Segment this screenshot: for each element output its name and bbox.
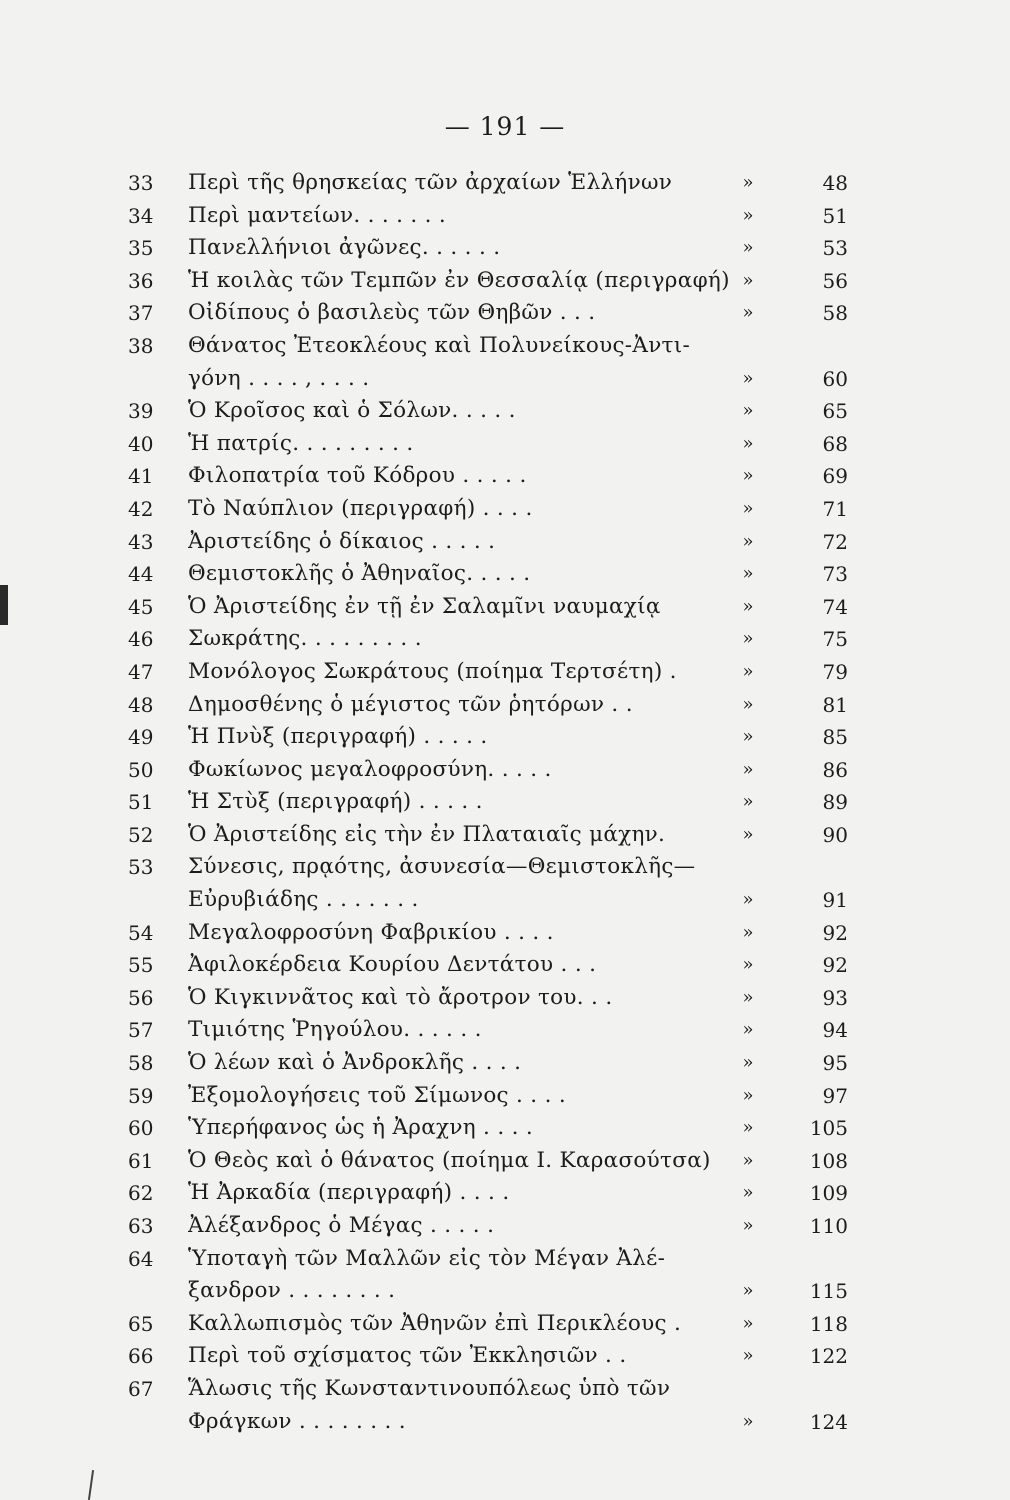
ditto-mark: »	[742, 1215, 754, 1236]
toc-entry	[128, 1047, 858, 1080]
entry-title-line: Ὁ Κιγκιννᾶτος καὶ τὸ ἄροτρον του. . .	[188, 984, 613, 1010]
entry-page-number: 94	[822, 1018, 848, 1043]
entry-title	[188, 721, 733, 754]
entry-title	[188, 1243, 733, 1308]
entry-title	[188, 330, 733, 395]
entry-title	[188, 1340, 733, 1373]
toc-entry	[128, 526, 858, 559]
entry-page-number: 91	[822, 888, 848, 913]
entry-title-line: Εὐρυβιάδης . . . . . . .	[188, 887, 419, 913]
table-of-contents	[128, 167, 858, 1438]
ditto-mark: »	[742, 921, 754, 943]
ditto-mark: »	[742, 1149, 754, 1171]
toc-entry	[128, 558, 858, 591]
ditto-mark: »	[742, 367, 754, 389]
ditto-mark: »	[742, 563, 754, 585]
ditto-mark: »	[742, 237, 754, 259]
entry-page-number: 109	[809, 1181, 848, 1206]
toc-entry	[128, 623, 858, 656]
entry-page-number: 97	[822, 1083, 848, 1108]
toc-entry	[128, 1014, 858, 1047]
entry-number: 33	[128, 171, 154, 195]
toc-entry	[128, 200, 858, 233]
entry-title-line: Ἅλωσις τῆς Κωνσταντινουπόλεως ὑπὸ τῶν	[188, 1375, 671, 1401]
entry-page-number: 95	[822, 1051, 848, 1076]
ditto-mark: »	[742, 1019, 754, 1041]
entry-page-number: 51	[822, 203, 848, 228]
entry-title	[188, 200, 733, 233]
entry-page-number: 69	[822, 464, 848, 489]
entry-title	[188, 754, 733, 787]
entry-title-line: Φράγκων . . . . . . . .	[188, 1408, 406, 1434]
entry-title-line: Θεμιστοκλῆς ὁ Ἀθηναῖος. . . . .	[188, 561, 531, 587]
entry-number: 49	[128, 725, 154, 750]
toc-entry	[128, 167, 858, 200]
entry-title-line: Ἀλέξανδρος ὁ Μέγας . . . . .	[188, 1213, 495, 1238]
ditto-mark: »	[742, 1410, 754, 1432]
entry-number: 65	[128, 1311, 154, 1336]
toc-entry	[128, 1340, 858, 1373]
entry-number: 53	[128, 855, 154, 880]
ditto-mark: »	[742, 204, 754, 226]
entry-title-line: Πανελλήνιοι ἀγῶνες. . . . . .	[188, 235, 501, 261]
toc-entry	[128, 1243, 858, 1308]
entry-title-line: Ὁ Κροῖσος καὶ ὁ Σόλων. . . . .	[188, 398, 516, 424]
entry-page-number: 90	[822, 822, 848, 847]
entry-number: 43	[128, 529, 154, 554]
page-number: — 191 —	[444, 112, 566, 141]
entry-title-line: Ὁ Ἀριστείδης ἐν τῇ ἐν Σαλαμῖνι ναυμαχίᾳ	[188, 593, 661, 619]
entry-title	[188, 395, 733, 428]
entry-number: 41	[128, 464, 154, 489]
entry-title-line: Ὁ λέων καὶ ὁ Ἀνδροκλῆς . . . .	[188, 1050, 522, 1076]
toc-entry	[128, 265, 858, 298]
entry-title	[188, 1047, 733, 1080]
entry-page-number: 93	[822, 985, 848, 1010]
ditto-mark: »	[742, 1312, 754, 1334]
entry-page-number: 115	[809, 1279, 848, 1304]
toc-entry	[128, 1145, 858, 1178]
entry-title-line: Τὸ Ναύπλιον (περιγραφή) . . . .	[188, 495, 533, 521]
ditto-mark: »	[742, 497, 754, 519]
toc-entry	[128, 297, 858, 330]
entry-title-line: Καλλωπισμὸς τῶν Ἀθηνῶν ἐπὶ Περικλέους .	[188, 1310, 682, 1336]
entry-page-number: 118	[809, 1311, 848, 1336]
entry-number: 58	[128, 1051, 154, 1076]
toc-entry	[128, 1177, 858, 1210]
toc-entry	[128, 330, 858, 395]
toc-entry	[128, 656, 858, 689]
entry-title-line: Ἡ πατρίς. . . . . . . . .	[188, 430, 414, 456]
entry-title-line: Ἡ κοιλὰς τῶν Τεμπῶν ἐν Θεσσαλίᾳ (περιγραφή)	[188, 267, 730, 293]
entry-page-number: 79	[822, 659, 848, 684]
ditto-mark: »	[742, 823, 754, 845]
entry-page-number: 56	[822, 268, 848, 293]
toc-entry	[128, 949, 858, 982]
toc-entry	[128, 917, 858, 950]
entry-title	[188, 786, 733, 819]
entry-number: 38	[128, 333, 154, 358]
entry-title-line: Τιμιότης Ῥηγούλου. . . . . .	[188, 1017, 482, 1043]
ditto-mark: »	[742, 530, 754, 552]
entry-title-line: Φιλοπατρία τοῦ Κόδρου . . . . .	[188, 463, 527, 489]
toc-entry	[128, 754, 858, 787]
ditto-mark: »	[742, 172, 754, 193]
ditto-mark: »	[742, 269, 754, 291]
entry-page-number: 68	[822, 431, 848, 456]
entry-title-line: Ὁ Θεὸς καὶ ὁ θάνατος (ποίημα Ι. Καρασούτσα)	[188, 1147, 711, 1173]
entry-title	[188, 1080, 733, 1113]
entry-page-number: 105	[809, 1116, 848, 1141]
entry-number: 60	[128, 1116, 154, 1141]
ditto-mark: »	[742, 1052, 754, 1074]
ditto-mark: »	[742, 595, 754, 617]
toc-entry	[128, 1210, 858, 1243]
ditto-mark: »	[742, 1117, 754, 1139]
entry-title	[188, 1177, 733, 1210]
entry-title	[188, 1112, 733, 1145]
entry-title-line: Θάνατος Ἐτεοκλέους καὶ Πολυνείκους-Ἀντι-	[188, 332, 691, 358]
entry-title	[188, 1145, 733, 1178]
entry-page-number: 74	[822, 594, 848, 619]
entry-title-line: Φωκίωνος μεγαλοφροσύνη. . . . .	[188, 756, 552, 782]
toc-entry	[128, 982, 858, 1015]
ditto-mark: »	[742, 1084, 754, 1106]
entry-title	[188, 982, 733, 1015]
toc-entry	[128, 232, 858, 265]
ditto-mark: »	[742, 791, 754, 813]
entry-page-number: 110	[809, 1214, 848, 1238]
toc-entry	[128, 591, 858, 624]
entry-page-number: 89	[822, 790, 848, 815]
entry-title	[188, 167, 733, 200]
entry-number: 64	[128, 1246, 154, 1271]
entry-title	[188, 1210, 733, 1243]
toc-entry	[128, 851, 858, 916]
entry-title	[188, 232, 733, 265]
page-edge-mark	[0, 585, 8, 625]
ditto-mark: »	[742, 302, 754, 324]
entry-page-number: 92	[822, 953, 848, 978]
entry-title-line: ξανδρον . . . . . . . .	[188, 1278, 396, 1304]
entry-number: 62	[128, 1181, 154, 1206]
ditto-mark: »	[742, 400, 754, 422]
margin-pen-mark	[88, 1470, 94, 1500]
entry-title-line: Ὁ Ἀριστείδης εἰς τὴν ἐν Πλαταιαῖς μάχην.	[188, 821, 666, 847]
entry-number: 37	[128, 301, 154, 326]
toc-entry	[128, 689, 858, 722]
entry-number: 55	[128, 953, 154, 978]
entry-title-line: Ἀφιλοκέρδεια Κουρίου Δεντάτου . . .	[188, 952, 597, 978]
entry-title	[188, 428, 733, 461]
entry-title-line: γόνη . . . . , . . . .	[188, 365, 370, 391]
toc-entry	[128, 460, 858, 493]
entry-page-number: 92	[822, 920, 848, 945]
toc-entry	[128, 395, 858, 428]
ditto-mark: »	[742, 693, 754, 715]
entry-title	[188, 460, 733, 493]
entry-title	[188, 558, 733, 591]
entry-page-number: 122	[809, 1344, 848, 1369]
entry-number: 48	[128, 692, 154, 717]
entry-title	[188, 1373, 733, 1438]
entry-title	[188, 819, 733, 852]
entry-number: 57	[128, 1018, 154, 1043]
entry-title-line: Περὶ μαντείων. . . . . . .	[188, 202, 447, 228]
entry-title	[188, 297, 733, 330]
entry-title	[188, 917, 733, 950]
ditto-mark: »	[742, 954, 754, 976]
entry-number: 63	[128, 1214, 154, 1238]
entry-title-line: Περὶ τοῦ σχίσματος τῶν Ἐκκλησιῶν . .	[188, 1343, 627, 1369]
toc-entry	[128, 786, 858, 819]
entry-page-number: 108	[809, 1148, 848, 1173]
entry-number: 61	[128, 1148, 154, 1173]
entry-number: 40	[128, 431, 154, 456]
entry-title-line: Μονόλογος Σωκράτους (ποίημα Τερτσέτη) .	[188, 658, 677, 684]
entry-title-line: Ἡ Στὺξ (περιγραφή) . . . . .	[188, 789, 483, 815]
entry-number: 39	[128, 399, 154, 424]
entry-number: 34	[128, 203, 154, 228]
entry-number: 47	[128, 659, 154, 684]
entry-title	[188, 851, 733, 916]
ditto-mark: »	[742, 758, 754, 780]
entry-page-number: 73	[822, 562, 848, 587]
toc-entry	[128, 1308, 858, 1341]
ditto-mark: »	[742, 889, 754, 911]
entry-number: 56	[128, 985, 154, 1010]
entry-title-line: Οἰδίπους ὁ βασιλεὺς τῶν Θηβῶν . . .	[188, 300, 596, 326]
ditto-mark: »	[742, 1182, 754, 1204]
entry-number: 59	[128, 1083, 154, 1108]
entry-title-line: Ἐξομολογήσεις τοῦ Σίμωνος . . . .	[188, 1082, 566, 1108]
ditto-mark: »	[742, 1345, 754, 1367]
entry-title	[188, 949, 733, 982]
entry-title	[188, 1308, 733, 1341]
ditto-mark: »	[742, 660, 754, 682]
entry-title-line: Περὶ τῆς θρησκείας τῶν ἀρχαίων Ἑλλήνων	[188, 170, 673, 195]
entry-title-line: Σύνεσις, πρᾳότης, ἀσυνεσία—Θεμιστοκλῆς—	[188, 854, 696, 880]
toc-entry	[128, 1112, 858, 1145]
entry-number: 35	[128, 236, 154, 261]
entry-page-number: 58	[822, 301, 848, 326]
entry-number: 36	[128, 268, 154, 293]
entry-title	[188, 656, 733, 689]
entry-page-number: 53	[822, 236, 848, 261]
entry-number: 67	[128, 1376, 154, 1401]
entry-number: 66	[128, 1344, 154, 1369]
toc-entry	[128, 721, 858, 754]
entry-title-line: Σωκράτης. . . . . . . . .	[188, 626, 422, 652]
entry-number: 44	[128, 562, 154, 587]
entry-page-number: 71	[822, 496, 848, 521]
toc-entry	[128, 493, 858, 526]
entry-title	[188, 1014, 733, 1047]
entry-title-line: Ἡ Ἀρκαδία (περιγραφή) . . . .	[188, 1180, 510, 1206]
entry-page-number: 60	[822, 366, 848, 391]
entry-title	[188, 689, 733, 722]
entry-title-line: Ἡ Πνὺξ (περιγραφή) . . . . .	[188, 724, 488, 750]
entry-number: 42	[128, 496, 154, 521]
entry-number: 46	[128, 627, 154, 652]
entry-page-number: 72	[822, 529, 848, 554]
entry-number: 52	[128, 822, 154, 847]
entry-title-line: Ὑπερήφανος ὡς ἡ Ἀραχνη . . . .	[188, 1115, 534, 1141]
toc-entry	[128, 1080, 858, 1113]
entry-number: 54	[128, 920, 154, 945]
entry-title-line: Δημοσθένης ὁ μέγιστος τῶν ῥητόρων . .	[188, 691, 633, 717]
ditto-mark: »	[742, 628, 754, 650]
entry-page-number: 85	[822, 725, 848, 750]
entry-number: 45	[128, 594, 154, 619]
entry-number: 51	[128, 790, 154, 815]
entry-title	[188, 265, 733, 298]
entry-title	[188, 526, 733, 559]
toc-entry	[128, 819, 858, 852]
ditto-mark: »	[742, 432, 754, 454]
entry-number: 50	[128, 757, 154, 782]
ditto-mark: »	[742, 1280, 754, 1302]
entry-title-line: Ἀριστείδης ὁ δίκαιος . . . . .	[188, 528, 496, 554]
toc-entry	[128, 428, 858, 461]
ditto-mark: »	[742, 726, 754, 748]
entry-page-number: 65	[822, 399, 848, 424]
entry-page-number: 75	[822, 627, 848, 652]
toc-entry	[128, 1373, 858, 1438]
entry-title	[188, 623, 733, 656]
entry-page-number: 81	[822, 692, 848, 717]
entry-page-number: 124	[809, 1409, 848, 1434]
ditto-mark: »	[742, 465, 754, 487]
entry-title	[188, 591, 733, 624]
entry-page-number: 48	[822, 171, 848, 195]
entry-page-number: 86	[822, 757, 848, 782]
entry-title	[188, 493, 733, 526]
ditto-mark: »	[742, 986, 754, 1008]
entry-title-line: Ὑποταγὴ τῶν Μαλλῶν εἰς τὸν Μέγαν Ἀλέ-	[188, 1245, 666, 1271]
entry-title-line: Μεγαλοφροσύνη Φαβρικίου . . . .	[188, 919, 554, 945]
